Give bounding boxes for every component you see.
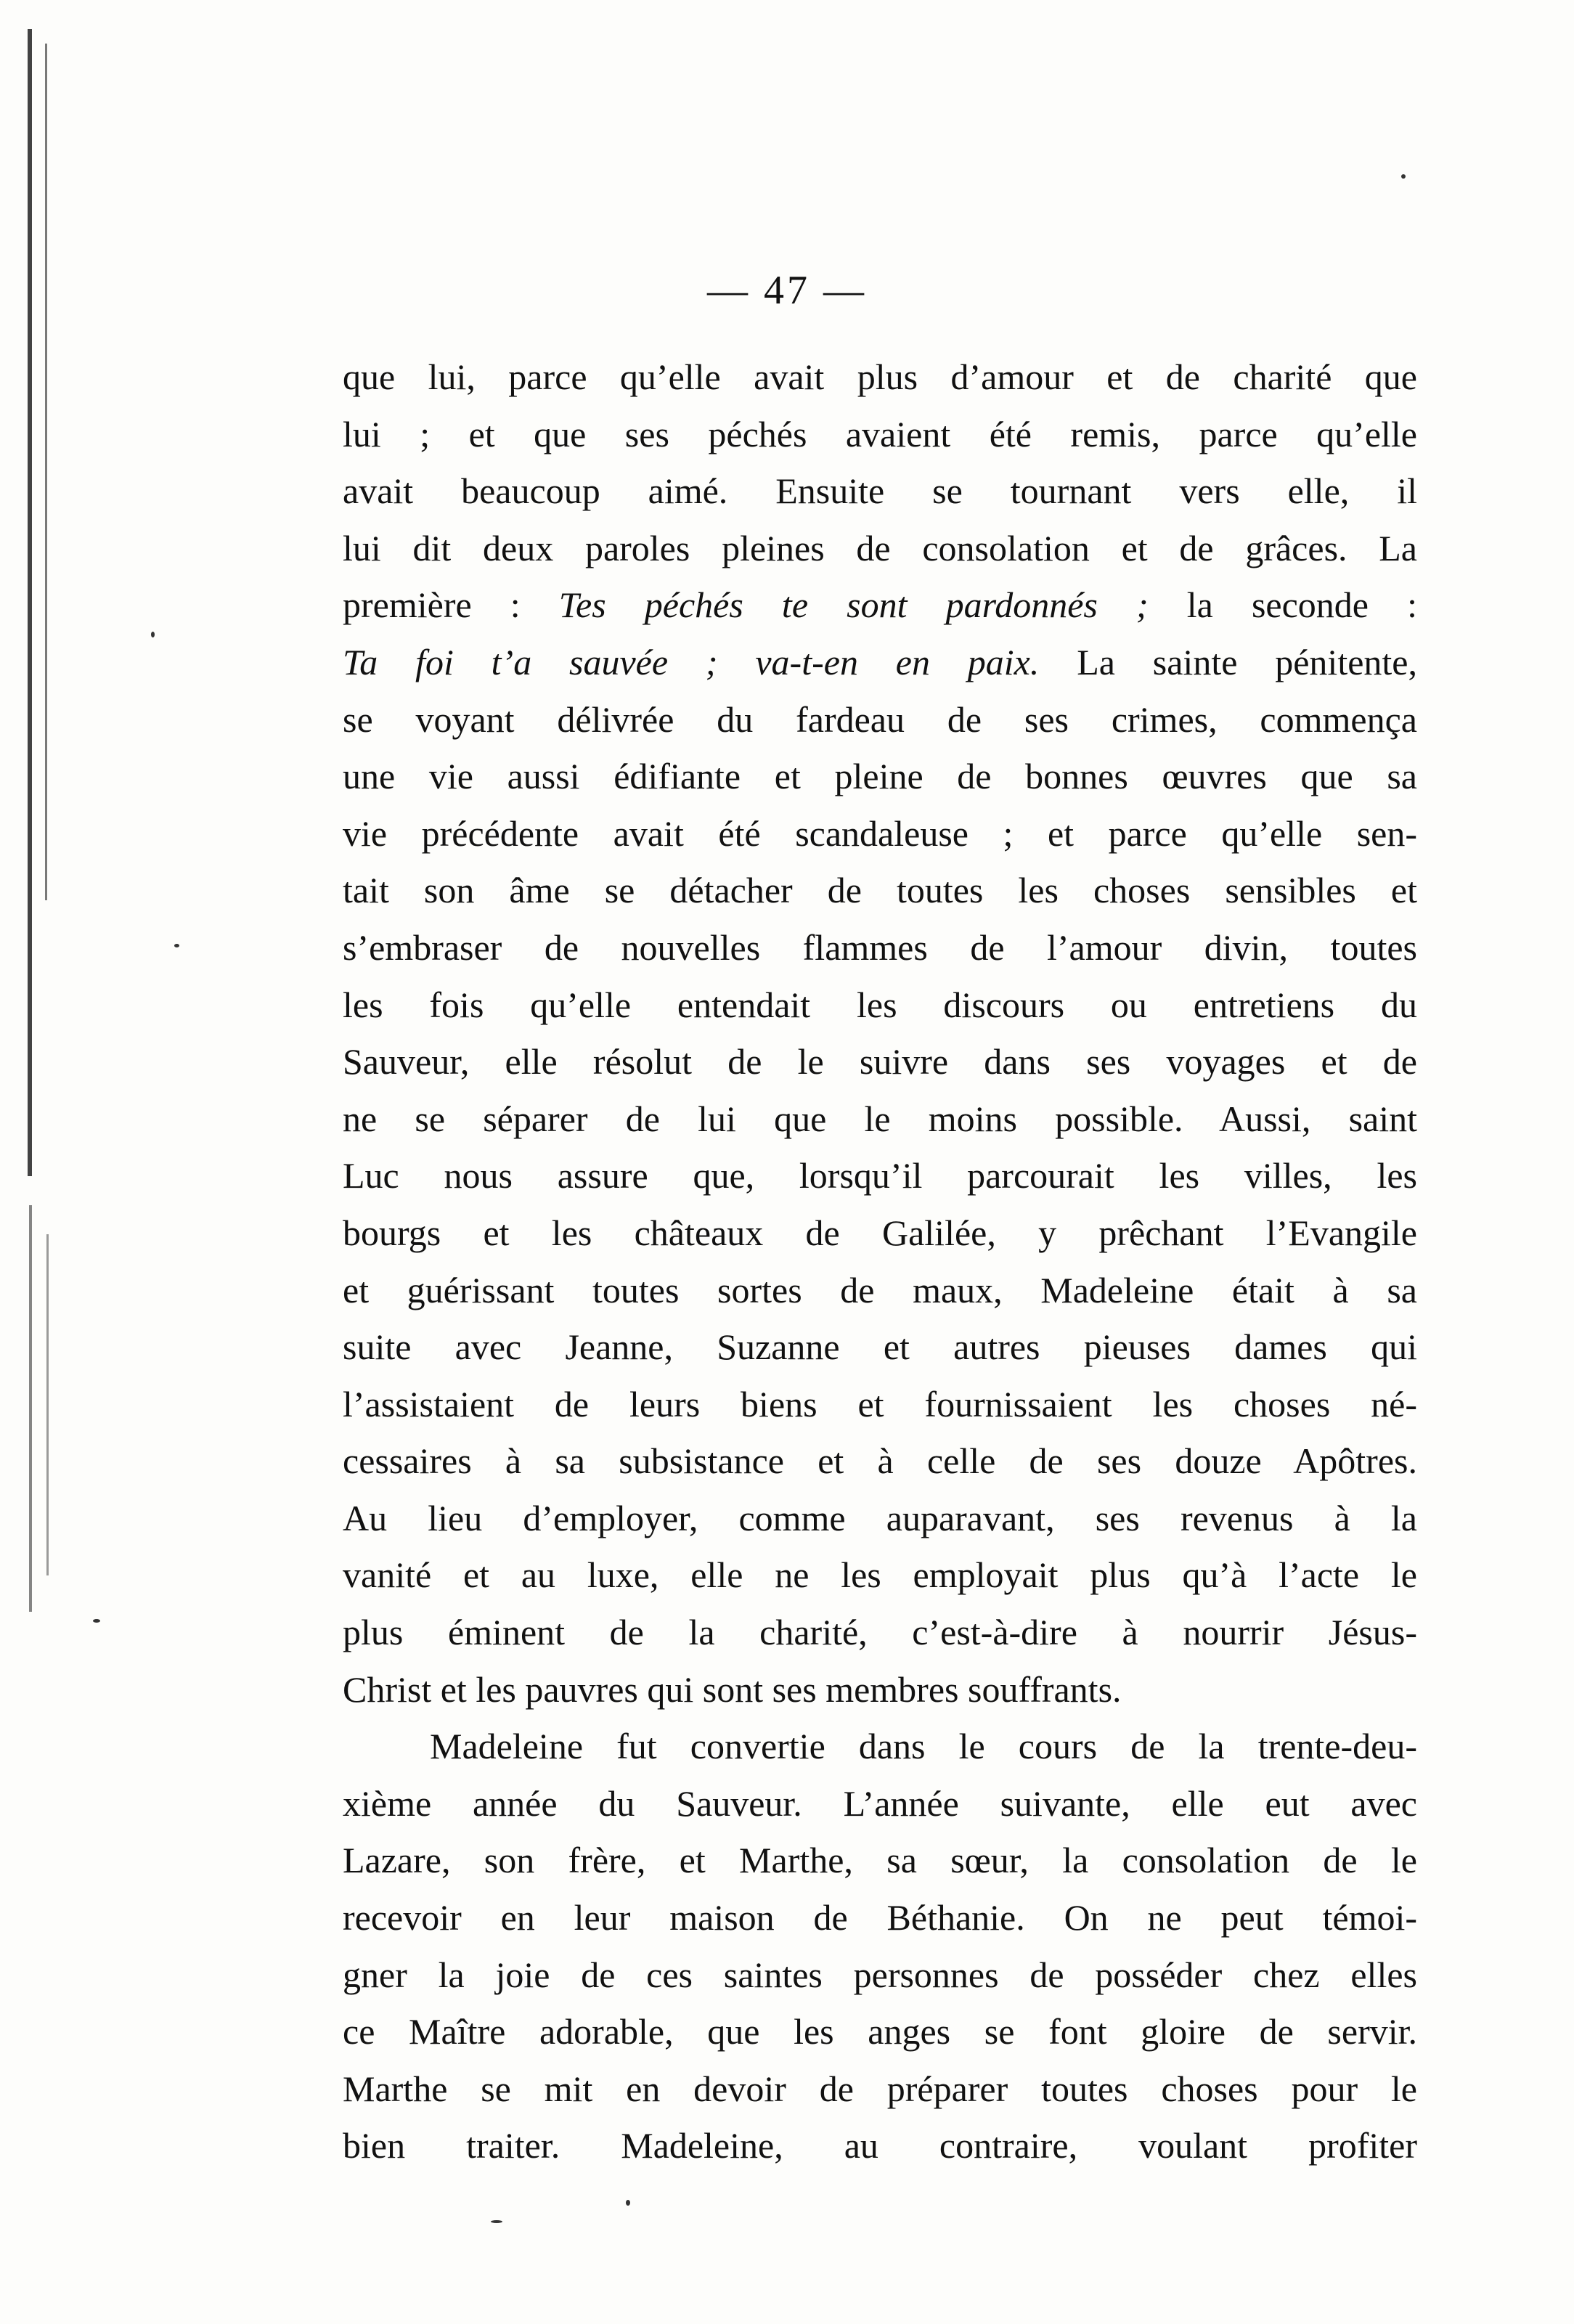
page-number: — 47 — xyxy=(707,268,867,313)
binding-shadow xyxy=(46,1234,49,1575)
scan-speck xyxy=(491,2220,502,2223)
body-text xyxy=(343,348,1417,2174)
text-line: que lui, parce qu’elle avait plus d’amour et de charité que xyxy=(343,356,1417,397)
text-line: xième année du Sauveur. L’année suivante, elle eut avec xyxy=(343,1782,1417,1824)
text-fragment: La sainte pénitente, xyxy=(1039,641,1417,682)
text-fragment: première : xyxy=(343,584,559,626)
scan-speck xyxy=(1401,174,1406,179)
text-line: avait beaucoup aimé. Ensuite se tournant vers elle, il xyxy=(343,470,1417,512)
scan-speck xyxy=(626,2200,630,2206)
scan-speck xyxy=(174,944,179,947)
text-line: bourgs et les châteaux de Galilée, y prêchant l’Evangile xyxy=(343,1212,1417,1253)
text-line: suite avec Jeanne, Suzanne et autres pieuses dames qui xyxy=(343,1326,1417,1368)
text-line: Lazare, son frère, et Marthe, sa sœur, la consolation de le xyxy=(343,1840,1417,1881)
binding-shadow xyxy=(29,1205,32,1612)
text-line: tait son âme se détacher de toutes les choses sensibles et xyxy=(343,870,1417,911)
italic-quote: Ta foi t’a sauvée ; va-t-en en paix. xyxy=(343,641,1040,682)
text-line: ne se séparer de lui que le moins possible. Aussi, saint xyxy=(343,1098,1417,1139)
scan-speck xyxy=(93,1619,100,1623)
text-line: Christ et les pauvres qui sont ses membres souffrants. xyxy=(343,1668,1122,1710)
text-line: Sauveur, elle résolut de le suivre dans ses voyages et de xyxy=(343,1041,1417,1083)
text-line-with-italic xyxy=(343,576,1417,634)
scan-speck xyxy=(151,632,155,637)
text-line-with-italic xyxy=(343,634,1417,691)
text-line: s’embraser de nouvelles flammes de l’amour divin, toutes xyxy=(343,926,1417,968)
text-line: gner la joie de ces saintes personnes de posséder chez elles xyxy=(343,1954,1417,1995)
text-line: Marthe se mit en devoir de préparer toutes choses pour le xyxy=(343,2068,1417,2109)
text-fragment: la seconde : xyxy=(1148,584,1417,626)
text-line: une vie aussi édifiante et pleine de bonnes œuvres que sa xyxy=(343,756,1417,797)
text-line: et guérissant toutes sortes de maux, Madeleine était à sa xyxy=(343,1269,1417,1310)
text-line: vanité et au luxe, elle ne les employait plus qu’à l’acte le xyxy=(343,1554,1417,1596)
text-line: bien traiter. Madeleine, au contraire, voulant profiter xyxy=(343,2125,1417,2166)
text-line: recevoir en leur maison de Béthanie. On ne peut témoi- xyxy=(343,1897,1417,1938)
text-line: les fois qu’elle entendait les discours ou entretiens du xyxy=(343,984,1417,1025)
binding-shadow xyxy=(45,44,47,900)
italic-quote: Tes péchés te sont pardonnés ; xyxy=(558,584,1149,626)
paragraph-start-line: Madeleine fut convertie dans le cours de la trente-deu- xyxy=(430,1726,1417,1767)
text-line: ce Maître adorable, que les anges se font gloire de servir. xyxy=(343,2011,1417,2052)
text-line: lui dit deux paroles pleines de consolation et de grâces. La xyxy=(343,527,1417,568)
text-line: Au lieu d’employer, comme auparavant, ses revenus à la xyxy=(343,1497,1417,1538)
text-line: lui ; et que ses péchés avaient été remis, parce qu’elle xyxy=(343,413,1417,454)
text-line: l’assistaient de leurs biens et fournissaient les choses né- xyxy=(343,1383,1417,1424)
binding-shadow xyxy=(28,29,32,1176)
text-line: plus éminent de la charité, c’est-à-dire à nourrir Jésus- xyxy=(343,1612,1417,1653)
text-line: cessaires à sa subsistance et à celle de ses douze Apôtres. xyxy=(343,1440,1417,1482)
text-line: se voyant délivrée du fardeau de ses crimes, commença xyxy=(343,698,1417,740)
text-line: Luc nous assure que, lorsqu’il parcourait les villes, les xyxy=(343,1155,1417,1196)
text-line: vie précédente avait été scandaleuse ; et parce qu’elle sen- xyxy=(343,812,1417,854)
